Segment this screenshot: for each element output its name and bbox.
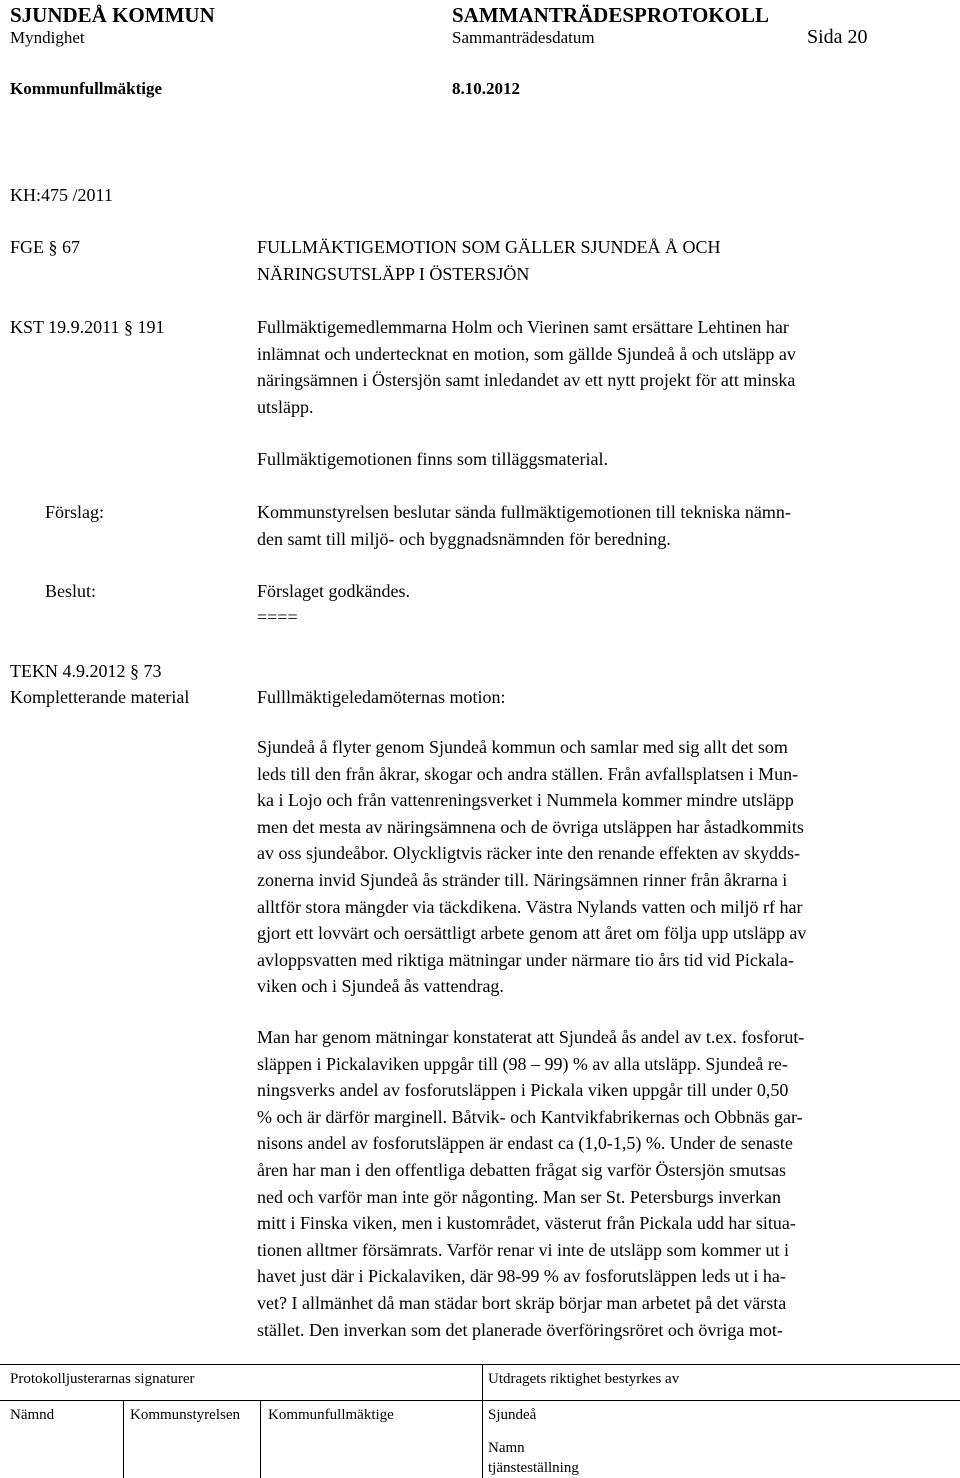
extract-label: Utdragets riktighet bestyrkes av	[488, 1371, 680, 1387]
text-line: mitt i Finska viken, men i kustområdet, västerut från Pickala udd har situa-	[257, 1213, 796, 1234]
board-municipal-board: Kommunstyrelsen	[130, 1407, 240, 1423]
text-line: zonerna invid Sjundeå ås stränder till. Näringsämnen rinner från åkrarna i	[257, 869, 788, 890]
text-line: åren har man i den offentliga debatten frågat sig varför Östersjön smutsas	[257, 1159, 786, 1180]
case-number: KH:475 /2011	[10, 185, 113, 205]
text-line: stället. Den inverkan som det planerade överföringsröret och övriga mot-	[257, 1319, 783, 1340]
text-line: av oss sjundeåbor. Olyckligtvis räcker inte den renande effekten av skydds-	[257, 843, 801, 864]
text-line: alltför stora mängder via täckdikena. Västra Nylands vatten och miljö rf har	[257, 896, 803, 917]
text-line: ned och varför man inte gör någonting. Man ser St. Petersburgs inverkan	[257, 1186, 782, 1207]
text-line: Man har genom mätningar konstaterat att Sjundeå ås andel av t.ex. fosforut-	[257, 1027, 805, 1047]
proposal-label: Förslag:	[45, 502, 105, 522]
text-line: men det mesta av näringsämnena och de övriga utsläppen har åstadkommits	[257, 816, 804, 837]
date-label: Sammanträdesdatum	[452, 28, 595, 47]
separator: ====	[257, 607, 298, 627]
text-line: den samt till miljö- och byggnadsnämnden för beredning.	[257, 528, 671, 549]
fge-reference: FGE § 67	[10, 237, 81, 257]
footer-top-rule	[0, 1364, 960, 1365]
meeting-date: 8.10.2012	[452, 79, 520, 98]
text-line: tionen alltmer försämrats. Varför renar vi inte de utsläpp som kommer ut i	[257, 1239, 790, 1260]
text-line: avloppsvatten med riktiga mätningar under närmare tio års tid vid Pickala-	[257, 949, 794, 970]
motion-paragraph-2	[257, 1024, 947, 1343]
text-line: havet just där i Pickalaviken, där 98-99 % av fosforutsläppen leds ut i ha-	[257, 1266, 786, 1287]
kst-reference: KST 19.9.2011 § 191	[10, 317, 165, 337]
text-line: viken och i Sjundeå ås vattendrag.	[257, 976, 504, 997]
supplement-label: Kompletterande material	[10, 687, 190, 707]
position-label: tjänsteställning	[488, 1460, 579, 1476]
case-title-line: FULLMÄKTIGEMOTION SOM GÄLLER SJUNDEÅ Å OCH	[257, 237, 721, 257]
text-line: Kommunstyrelsen beslutar sända fullmäktigemotionen till tekniska nämn-	[257, 502, 791, 522]
text-line: ningsverks andel av fosforutsläppen i Pickala viken uppgår till under 0,50	[257, 1080, 789, 1101]
proposal-text	[257, 499, 947, 552]
text-line: utsläpp.	[257, 396, 314, 417]
text-line: näringsämnen i Östersjön samt inledandet av ett nytt projekt för att minska	[257, 370, 796, 391]
authority-name: Kommunfullmäktige	[10, 79, 163, 98]
text-line: % och är därför marginell. Båtvik- och Kantvikfabrikernas och Obbnäs gar-	[257, 1106, 803, 1127]
intro-paragraph	[257, 314, 947, 420]
text-line: Fullmäktigemedlemmarna Holm och Vierinen samt ersättare Lehtinen har	[257, 317, 789, 337]
case-title	[257, 234, 947, 287]
text-line: ka i Lojo och från vattenreningsverket i Nummela kommer mindre utsläpp	[257, 790, 794, 811]
text-line: nisons andel av fosforutsläppen är endast ca (1,0-1,5) %. Under de senaste	[257, 1133, 793, 1154]
authority-label: Myndighet	[10, 28, 85, 47]
motion-paragraph-1	[257, 734, 947, 1000]
footer-divider	[123, 1400, 124, 1478]
tekn-reference: TEKN 4.9.2012 § 73	[10, 661, 162, 681]
text-line: släppen i Pickalaviken uppgår till (98 – 99) % av alla utsläpp. Sjundeå re-	[257, 1053, 788, 1074]
protocol-title: SAMMANTRÄDESPROTOKOLL	[452, 3, 769, 27]
page-number: Sida 20	[807, 26, 868, 48]
supplement-title: Fulllmäktigeledamöternas motion:	[257, 687, 506, 707]
municipality-name: SJUNDEÅ KOMMUN	[10, 3, 215, 27]
text-line: Sjundeå å flyter genom Sjundeå kommun och samlar med sig allt det som	[257, 737, 788, 757]
motion-note: Fullmäktigemotionen finns som tilläggsmaterial.	[257, 449, 608, 469]
footer-row-rule	[0, 1400, 960, 1401]
text-line: vet? I allmänhet då man städar bort skräp börjar man arbetet på det värsta	[257, 1292, 787, 1313]
decision-label: Beslut:	[45, 581, 97, 601]
footer-divider	[260, 1400, 261, 1478]
name-label: Namn	[488, 1440, 525, 1456]
footer-divider	[482, 1364, 483, 1478]
text-line: gjort ett lovvärt och oersättligt arbete genom att året om följa upp utsläpp av	[257, 923, 807, 944]
board-label: Nämnd	[10, 1407, 55, 1423]
case-title-line: NÄRINGSUTSLÄPP I ÖSTERSJÖN	[257, 263, 530, 284]
board-council: Kommunfullmäktige	[268, 1407, 394, 1423]
signatures-label: Protokolljusterarnas signaturer	[10, 1371, 195, 1387]
text-line: inlämnat och undertecknat en motion, som gällde Sjundeå å och utsläpp av	[257, 343, 796, 364]
decision-text: Förslaget godkändes.	[257, 581, 410, 601]
place-name: Sjundeå	[488, 1407, 537, 1423]
text-line: leds till den från åkrar, skogar och andra ställen. Från avfallsplatsen i Mun-	[257, 763, 799, 784]
